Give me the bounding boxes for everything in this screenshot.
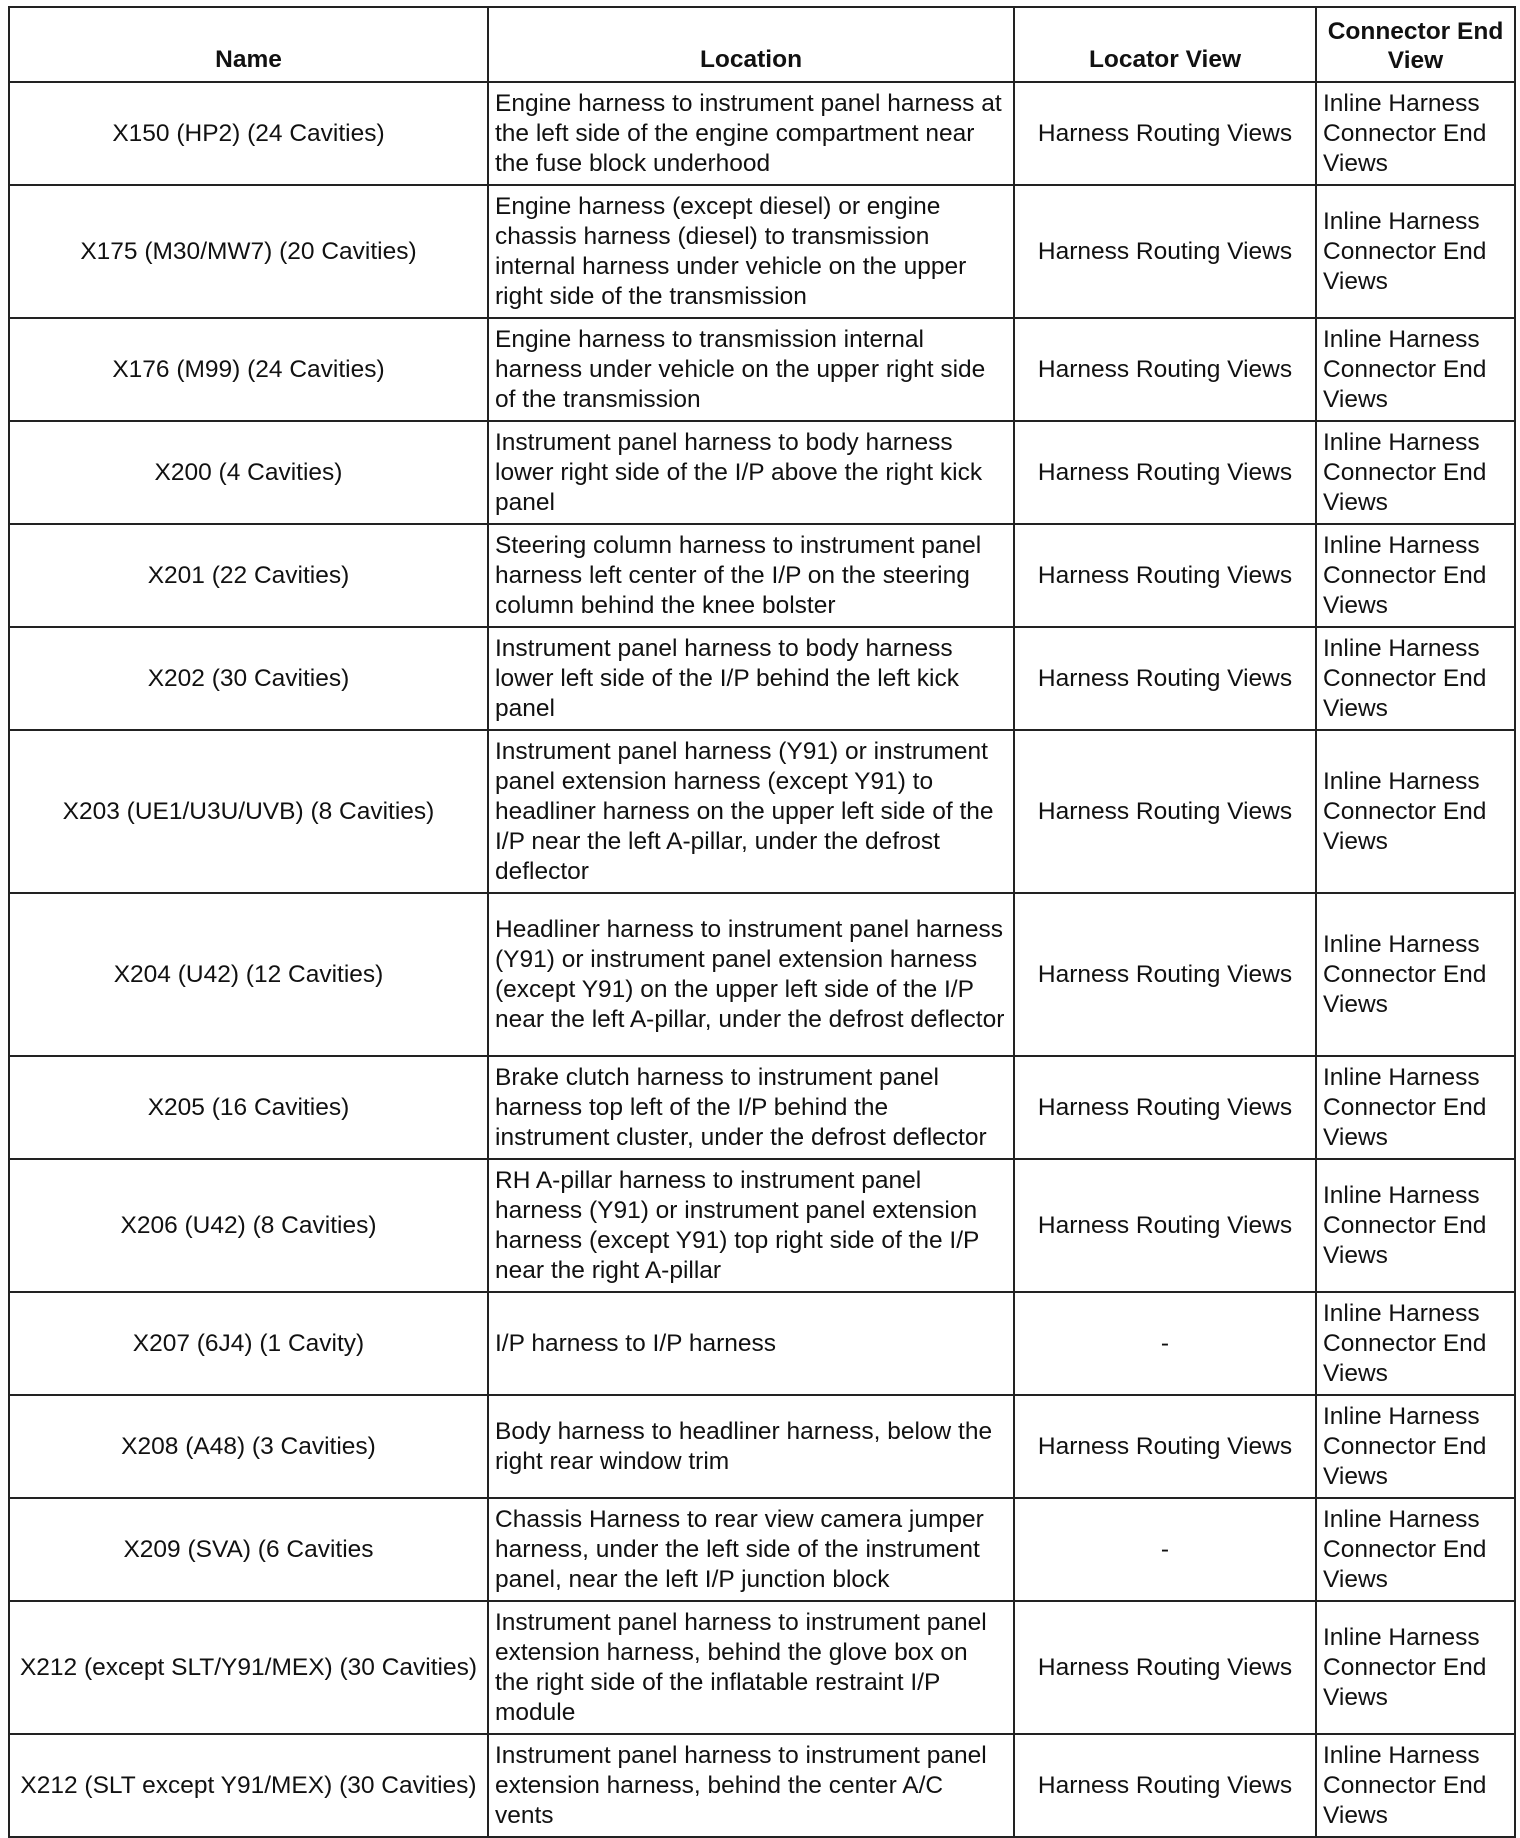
table-row: [9, 893, 1515, 1056]
cell-connector-end-view: Inline Harness Connector End Views: [1316, 627, 1515, 730]
cell-connector-end-view: Inline Harness Connector End Views: [1316, 82, 1515, 185]
cell-connector-end-view: Inline Harness Connector End Views: [1316, 1292, 1515, 1395]
cell-location: Instrument panel harness to body harness lower right side of the I/P above the right kick panel: [488, 421, 1014, 524]
cell-name: X150 (HP2) (24 Cavities): [9, 82, 488, 185]
cell-name: X212 (except SLT/Y91/MEX) (30 Cavities): [9, 1601, 488, 1734]
header-connector-end-view: Connector End View: [1316, 7, 1515, 82]
cell-location: Engine harness to instrument panel harness at the left side of the engine compartment near the fuse block underhood: [488, 82, 1014, 185]
cell-location: Steering column harness to instrument panel harness left center of the I/P on the steering column behind the knee bolster: [488, 524, 1014, 627]
cell-locator-view: Harness Routing Views: [1014, 524, 1316, 627]
header-name: Name: [9, 7, 488, 82]
cell-locator-view: Harness Routing Views: [1014, 318, 1316, 421]
connector-table: [8, 6, 1516, 1838]
cell-locator-view: Harness Routing Views: [1014, 185, 1316, 318]
table-row: [9, 1601, 1515, 1734]
cell-name: X201 (22 Cavities): [9, 524, 488, 627]
cell-location: RH A-pillar harness to instrument panel harness (Y91) or instrument panel extension harness (except Y91) top right side of the I/P near the right A-pillar: [488, 1159, 1014, 1292]
cell-connector-end-view: Inline Harness Connector End Views: [1316, 318, 1515, 421]
table-row: [9, 1498, 1515, 1601]
cell-location: Instrument panel harness to body harness lower left side of the I/P behind the left kick panel: [488, 627, 1014, 730]
cell-location: Instrument panel harness to instrument panel extension harness, behind the glove box on the right side of the inflatable restraint I/P module: [488, 1601, 1014, 1734]
cell-location: Instrument panel harness to instrument panel extension harness, behind the center A/C vents: [488, 1734, 1014, 1837]
table-row: [9, 524, 1515, 627]
table-header-row: [9, 7, 1515, 82]
cell-name: X209 (SVA) (6 Cavities: [9, 1498, 488, 1601]
table-row: [9, 1159, 1515, 1292]
cell-name: X208 (A48) (3 Cavities): [9, 1395, 488, 1498]
cell-locator-view: Harness Routing Views: [1014, 627, 1316, 730]
cell-connector-end-view: Inline Harness Connector End Views: [1316, 1395, 1515, 1498]
cell-locator-view: Harness Routing Views: [1014, 1056, 1316, 1159]
cell-location: Instrument panel harness (Y91) or instrument panel extension harness (except Y91) to headliner harness on the upper left side of the I/P near the left A-pillar, under the defrost deflector: [488, 730, 1014, 893]
cell-connector-end-view: Inline Harness Connector End Views: [1316, 1498, 1515, 1601]
table-row: [9, 185, 1515, 318]
cell-locator-view: Harness Routing Views: [1014, 1601, 1316, 1734]
cell-connector-end-view: Inline Harness Connector End Views: [1316, 893, 1515, 1056]
cell-locator-view: Harness Routing Views: [1014, 421, 1316, 524]
cell-connector-end-view: Inline Harness Connector End Views: [1316, 730, 1515, 893]
cell-name: X205 (16 Cavities): [9, 1056, 488, 1159]
table-row: [9, 1292, 1515, 1395]
cell-location: Engine harness to transmission internal harness under vehicle on the upper right side of the transmission: [488, 318, 1014, 421]
table-row: [9, 82, 1515, 185]
table-row: [9, 421, 1515, 524]
cell-connector-end-view: Inline Harness Connector End Views: [1316, 1159, 1515, 1292]
table-row: [9, 1056, 1515, 1159]
cell-connector-end-view: Inline Harness Connector End Views: [1316, 421, 1515, 524]
cell-name: X212 (SLT except Y91/MEX) (30 Cavities): [9, 1734, 488, 1837]
cell-locator-view: Harness Routing Views: [1014, 1395, 1316, 1498]
cell-location: I/P harness to I/P harness: [488, 1292, 1014, 1395]
table-row: [9, 1734, 1515, 1837]
cell-connector-end-view: Inline Harness Connector End Views: [1316, 524, 1515, 627]
cell-name: X200 (4 Cavities): [9, 421, 488, 524]
cell-location: Body harness to headliner harness, below the right rear window trim: [488, 1395, 1014, 1498]
cell-locator-view: Harness Routing Views: [1014, 82, 1316, 185]
cell-locator-view: Harness Routing Views: [1014, 893, 1316, 1056]
cell-locator-view: Harness Routing Views: [1014, 1734, 1316, 1837]
cell-name: X207 (6J4) (1 Cavity): [9, 1292, 488, 1395]
cell-connector-end-view: Inline Harness Connector End Views: [1316, 1056, 1515, 1159]
table-row: [9, 1395, 1515, 1498]
cell-name: X175 (M30/MW7) (20 Cavities): [9, 185, 488, 318]
cell-locator-view: Harness Routing Views: [1014, 1159, 1316, 1292]
table-row: [9, 627, 1515, 730]
cell-name: X203 (UE1/U3U/UVB) (8 Cavities): [9, 730, 488, 893]
cell-locator-view: -: [1014, 1292, 1316, 1395]
table-row: [9, 730, 1515, 893]
cell-location: Chassis Harness to rear view camera jumper harness, under the left side of the instrument panel, near the left I/P junction block: [488, 1498, 1014, 1601]
header-locator-view: Locator View: [1014, 7, 1316, 82]
cell-name: X204 (U42) (12 Cavities): [9, 893, 488, 1056]
cell-connector-end-view: Inline Harness Connector End Views: [1316, 1601, 1515, 1734]
cell-name: X202 (30 Cavities): [9, 627, 488, 730]
header-location: Location: [488, 7, 1014, 82]
cell-locator-view: -: [1014, 1498, 1316, 1601]
cell-location: Brake clutch harness to instrument panel harness top left of the I/P behind the instrument cluster, under the defrost deflector: [488, 1056, 1014, 1159]
cell-location: Headliner harness to instrument panel harness (Y91) or instrument panel extension harness (except Y91) on the upper left side of the I/P near the left A-pillar, under the defrost deflector: [488, 893, 1014, 1056]
cell-connector-end-view: Inline Harness Connector End Views: [1316, 185, 1515, 318]
cell-name: X206 (U42) (8 Cavities): [9, 1159, 488, 1292]
cell-connector-end-view: Inline Harness Connector End Views: [1316, 1734, 1515, 1837]
cell-location: Engine harness (except diesel) or engine chassis harness (diesel) to transmission internal harness under vehicle on the upper right side of the transmission: [488, 185, 1014, 318]
cell-name: X176 (M99) (24 Cavities): [9, 318, 488, 421]
cell-locator-view: Harness Routing Views: [1014, 730, 1316, 893]
table-row: [9, 318, 1515, 421]
